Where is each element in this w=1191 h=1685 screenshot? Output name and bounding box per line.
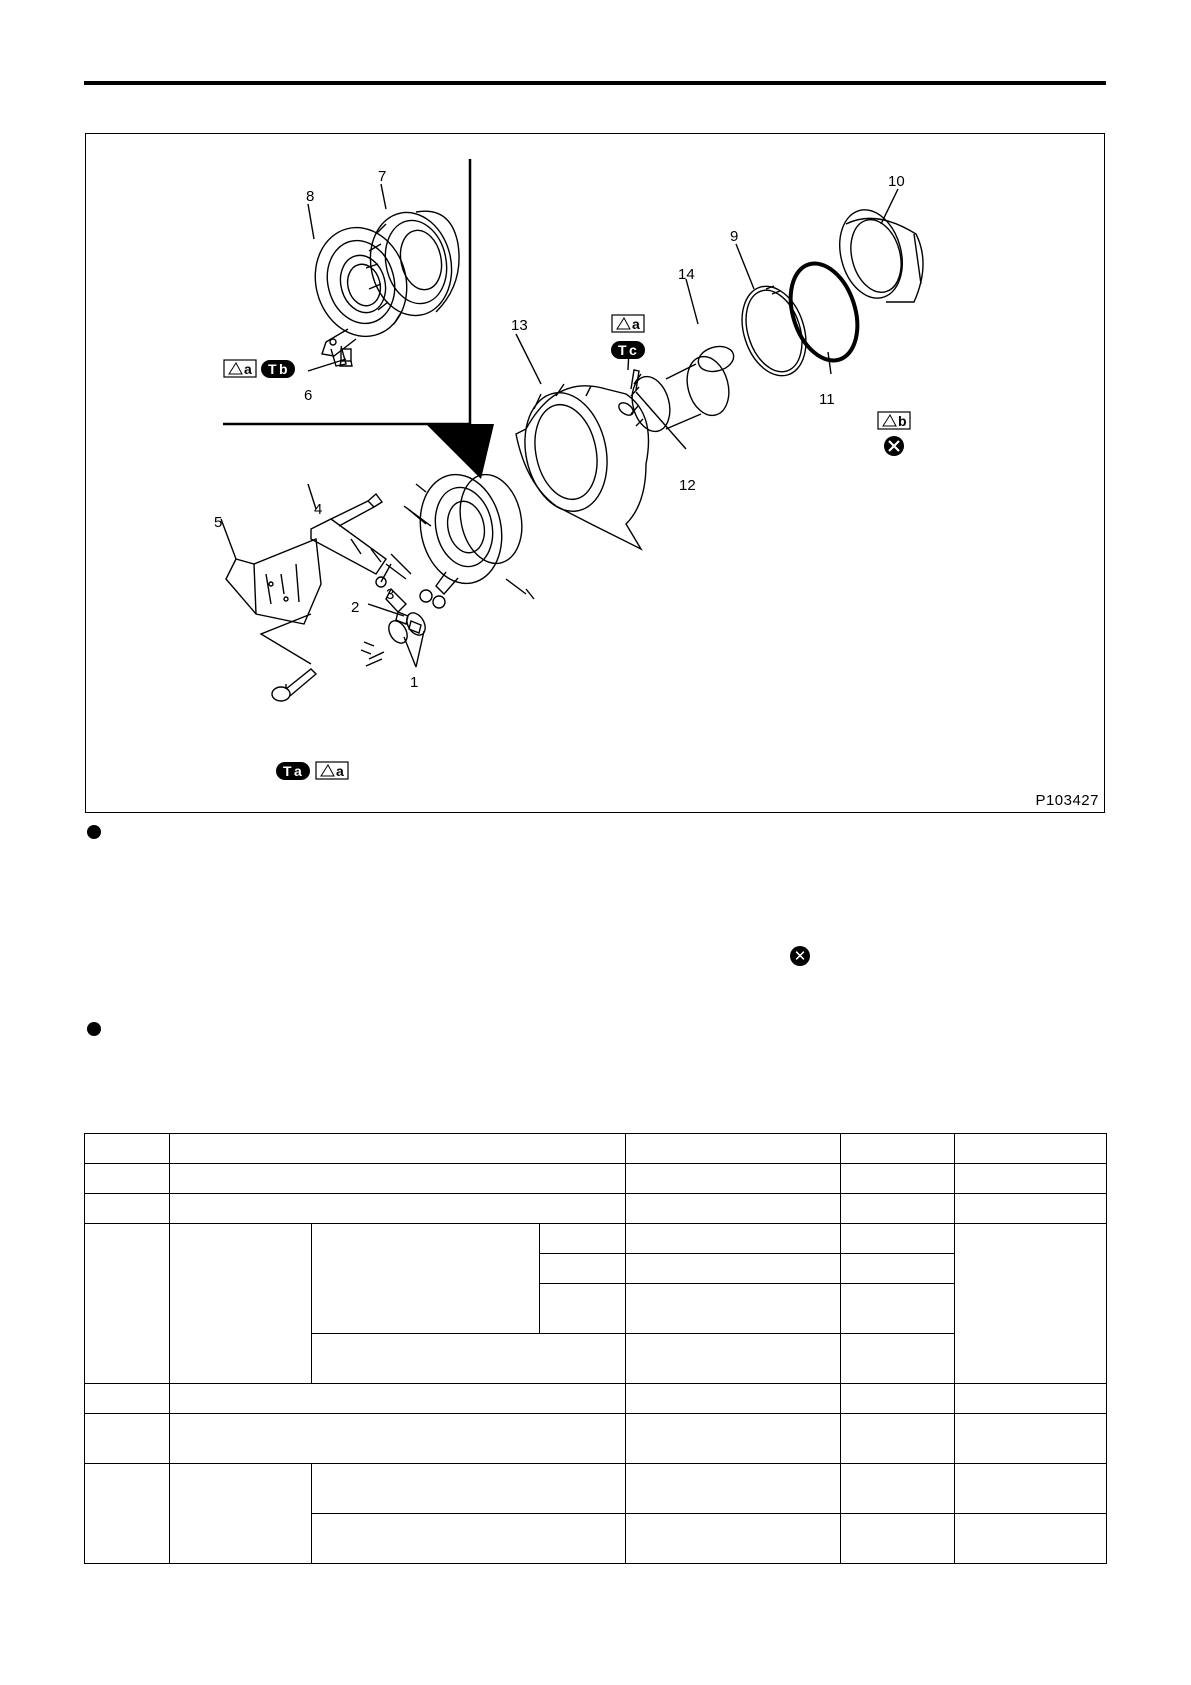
table-cell xyxy=(841,1194,955,1224)
torque-a-letter: a xyxy=(294,763,302,779)
callout-2: 2 xyxy=(351,599,360,616)
bullet-marker xyxy=(87,825,101,839)
svg-text:T: T xyxy=(283,763,292,779)
table-cell xyxy=(540,1224,626,1254)
callout-6: 6 xyxy=(304,387,313,404)
table-cell xyxy=(626,1194,841,1224)
table-cell xyxy=(626,1134,841,1164)
table-cell xyxy=(955,1134,1107,1164)
table-cell xyxy=(626,1284,841,1334)
part-8-plate xyxy=(303,217,418,366)
table-cell xyxy=(85,1224,170,1384)
table-row xyxy=(85,1164,1107,1194)
callout-3: 3 xyxy=(386,586,395,603)
exploded-view-figure xyxy=(85,133,1105,813)
table-cell xyxy=(312,1224,540,1334)
table-cell xyxy=(170,1224,312,1384)
table-row xyxy=(85,1224,1107,1254)
sealant-icon xyxy=(224,360,256,377)
non-reusable-part-icon xyxy=(884,436,904,456)
table-cell xyxy=(841,1164,955,1194)
part-4-actuator xyxy=(311,494,411,579)
table-cell xyxy=(540,1284,626,1334)
part-9-snap-ring xyxy=(731,278,816,384)
table-cell xyxy=(85,1414,170,1464)
table-cell xyxy=(626,1334,841,1384)
sealant-a-letter: a xyxy=(336,763,344,779)
table-cell xyxy=(841,1224,955,1254)
table-cell xyxy=(841,1514,955,1564)
sealant-a-letter: a xyxy=(632,316,640,332)
table-cell xyxy=(85,1384,170,1414)
header-rule xyxy=(84,81,1106,85)
part-11-o-ring xyxy=(779,255,869,369)
table-cell xyxy=(626,1384,841,1414)
svg-text:T: T xyxy=(268,361,277,377)
table-cell xyxy=(170,1414,626,1464)
torque-icon xyxy=(611,341,645,359)
specification-table xyxy=(84,1133,1107,1564)
part-10-compressor-cover xyxy=(830,203,923,305)
table-cell xyxy=(841,1384,955,1414)
table-cell xyxy=(626,1414,841,1464)
table-cell xyxy=(85,1464,170,1564)
table-row xyxy=(85,1464,1107,1514)
table-cell xyxy=(85,1194,170,1224)
non-reusable-part-icon: ✕ xyxy=(790,946,810,966)
bracket-bolt xyxy=(272,669,316,701)
callout-14: 14 xyxy=(678,266,695,283)
torque-icon xyxy=(276,762,310,780)
table-cell xyxy=(170,1194,626,1224)
callout-10: 10 xyxy=(888,173,905,190)
sealant-icon xyxy=(612,315,644,332)
table-cell xyxy=(955,1514,1107,1564)
part-14-cartridge xyxy=(626,343,736,436)
table-cell xyxy=(170,1464,312,1564)
table-cell xyxy=(626,1464,841,1514)
table-cell xyxy=(841,1464,955,1514)
nozzle-plate-assembly xyxy=(404,467,534,599)
callout-9: 9 xyxy=(730,228,739,245)
table-cell xyxy=(170,1164,626,1194)
torque-b-letter: b xyxy=(279,361,288,377)
callout-13: 13 xyxy=(511,317,528,334)
sealant-b-letter: b xyxy=(898,413,907,429)
torque-c-letter: c xyxy=(629,342,637,358)
table-cell xyxy=(626,1254,841,1284)
part-13-turbine-housing xyxy=(514,384,648,549)
table-cell xyxy=(170,1134,626,1164)
callout-5: 5 xyxy=(214,514,223,531)
table-cell xyxy=(841,1284,955,1334)
table-cell xyxy=(955,1384,1107,1414)
table-cell xyxy=(841,1414,955,1464)
torque-icon xyxy=(261,360,295,378)
table-cell xyxy=(626,1514,841,1564)
bullet-marker xyxy=(87,1022,101,1036)
table-cell xyxy=(955,1414,1107,1464)
table-row xyxy=(85,1194,1107,1224)
table-cell xyxy=(540,1254,626,1284)
table-row xyxy=(85,1414,1107,1464)
table-cell xyxy=(626,1164,841,1194)
svg-text:T: T xyxy=(618,342,627,358)
table-cell xyxy=(841,1134,955,1164)
table-row xyxy=(85,1384,1107,1414)
table-cell xyxy=(312,1334,626,1384)
table-cell xyxy=(955,1224,1107,1384)
sealant-icon xyxy=(878,412,910,429)
callout-4: 4 xyxy=(314,501,323,518)
table-cell xyxy=(841,1254,955,1284)
table-cell xyxy=(955,1164,1107,1194)
figure-id-label: P103427 xyxy=(1035,792,1099,809)
table-row xyxy=(85,1134,1107,1164)
table-cell xyxy=(626,1224,841,1254)
callout-8: 8 xyxy=(306,188,315,205)
turbocharger-exploded-diagram xyxy=(86,134,1105,813)
table-cell xyxy=(841,1334,955,1384)
callout-12: 12 xyxy=(679,477,696,494)
callout-1: 1 xyxy=(410,674,419,691)
table-cell xyxy=(955,1194,1107,1224)
part-7-vane-ring xyxy=(361,205,461,324)
table-cell xyxy=(170,1384,626,1414)
table-cell xyxy=(85,1134,170,1164)
table-cell xyxy=(312,1464,626,1514)
callout-7: 7 xyxy=(378,168,387,185)
sealant-icon xyxy=(316,762,348,779)
callout-11: 11 xyxy=(819,391,835,408)
table-cell xyxy=(955,1464,1107,1514)
part-5-bracket xyxy=(226,539,321,689)
table-cell xyxy=(312,1514,626,1564)
table-cell xyxy=(85,1164,170,1194)
sealant-a-letter: a xyxy=(244,361,252,377)
